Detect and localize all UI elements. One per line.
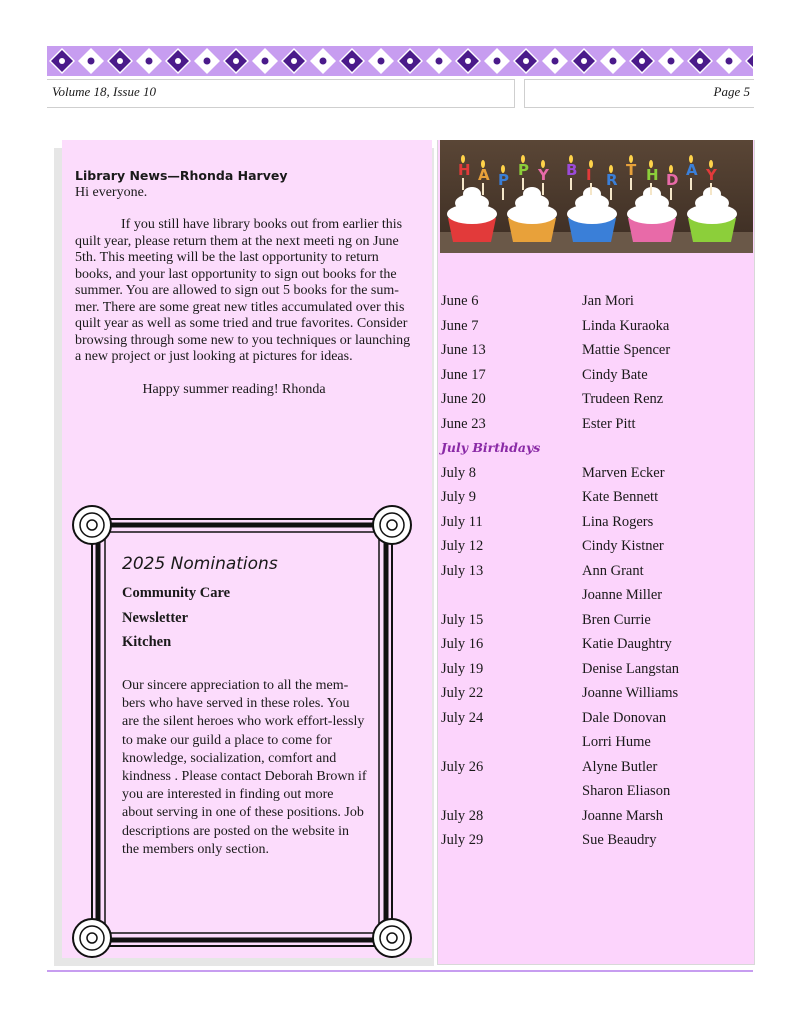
birthday-name: Sharon Eliason [582,783,671,799]
birthday-date: July 29 [441,832,484,848]
birthday-name: Dale Donovan [582,709,667,726]
library-news-article [75,168,413,398]
july-heading-text: July Birthdays [441,440,541,455]
header-banner [47,46,753,76]
birthday-date: July 26 [441,758,484,775]
birthday-date: July 8 [441,464,477,481]
birthday-date: July 22 [441,685,484,701]
library-signoff: Happy summer reading! Rhonda [142,381,326,397]
birthday-row [441,413,741,438]
birthday-row [441,511,741,536]
svg-text:H: H [646,166,659,184]
birthday-name: Bren Currie [582,611,651,628]
birthday-name: Katie Daughtry [582,636,672,652]
birthday-date: June 17 [441,366,486,383]
birthday-name: Cindy Bate [582,366,648,383]
svg-text:T: T [626,161,637,179]
svg-text:A: A [478,166,490,184]
svg-text:R: R [606,171,618,189]
svg-text:Y: Y [538,166,549,184]
nominations-list [122,585,230,659]
birthday-date: June 13 [441,342,486,358]
birthday-row [441,535,741,560]
birthday-row [441,731,741,756]
birthday-name: Sue Beaudry [582,832,657,848]
bottom-rule [47,970,753,972]
svg-text:P: P [518,161,529,179]
volume-issue: Volume 18, Issue 10 [52,84,156,99]
birthday-row [441,584,741,609]
nominations-title: 2025 Nominations [122,554,278,574]
birthday-row [441,315,741,340]
birthday-row [441,388,741,413]
birthday-date: July 13 [441,562,484,579]
diamond-pattern [47,46,753,76]
birthday-row [441,364,741,389]
birthday-date: June 7 [441,317,479,334]
nomination-item: Newsletter [122,609,189,626]
birthday-date: July 15 [441,611,484,628]
birthday-name: Ester Pitt [582,415,636,432]
svg-text:A: A [686,161,698,179]
svg-text:B: B [566,161,578,179]
birthday-name: Mattie Spencer [582,342,671,358]
birthday-date: July 28 [441,807,484,824]
birthday-row [441,633,741,658]
birthday-date: July 9 [441,489,477,505]
birthday-name: Lina Rogers [582,513,654,530]
birthday-row [441,290,741,315]
svg-text:I: I [586,166,592,184]
birthday-date: July 12 [441,538,484,554]
birthday-row [441,462,741,487]
birthday-date: June 23 [441,415,486,432]
birthday-row [441,682,741,707]
library-greeting: Hi everyone. [75,184,148,200]
birthday-name: Joanne Miller [582,587,663,603]
birthday-name: Ann Grant [582,562,644,579]
birthday-name: Jan Mori [582,293,634,309]
page-number: Page 5 [713,84,750,99]
birthday-row [441,707,741,732]
birthday-name: Kate Bennett [582,489,659,505]
birthday-row [441,560,741,585]
birthday-name: Denise Langstan [582,660,680,677]
birthday-list [441,290,741,854]
svg-text:D: D [666,171,679,189]
birthday-row [441,805,741,830]
library-body: If you still have library books out from earlier this quilt year, please return them at the next meeti ng on June 5th. This meeting will be the last opportunity to return books, and your last opportunity to sign out books for the summer. You are allowed to sign out 5 books for the sum-mer. There are some great new titles accumulated over this quilt year as well as some tried and true favorites. Consider browsing through some new to you techniques or launching a new project or just looking at pictures for ideas. [75,217,411,364]
birthday-row [441,486,741,511]
birthday-date: July 24 [441,709,484,726]
birthday-name: Linda Kuraoka [582,317,670,334]
nomination-item: Kitchen [122,634,172,650]
birthday-name: Trudeen Renz [582,391,664,407]
birthday-row [441,829,741,854]
birthday-date: June 20 [441,391,486,407]
svg-text:Y: Y [706,166,717,184]
birthday-name: Joanne Williams [582,685,679,701]
svg-text:P: P [498,171,509,189]
birthday-date: July 19 [441,660,484,677]
birthday-name: Marven Ecker [582,464,665,481]
birthday-date: July 11 [441,513,483,530]
july-birthdays-heading [441,437,741,462]
birthday-row [441,339,741,364]
birthday-row [441,658,741,683]
birthday-name: Lorri Hume [582,734,651,750]
birthday-name: Alyne Butler [582,758,658,775]
birthday-date: July 16 [441,636,484,652]
nomination-item: Community Care [122,585,231,601]
birthday-date: June 6 [441,293,479,309]
svg-text:H: H [458,161,471,179]
birthday-row [441,609,741,634]
birthday-name: Joanne Marsh [582,807,663,824]
birthday-name: Cindy Kistner [582,538,664,554]
birthday-cupcakes-image [440,140,753,253]
birthday-row [441,780,741,805]
library-news-title: Library News—Rhonda Harvey [75,168,288,183]
birthday-row [441,756,741,781]
nominations-body: Our sincere appreciation to all the mem-bers who have served in these roles. You are the silent heroes who work effort-lessly to make our guild a place to come for knowledge, socialization, comfort and kindness . Please contact Deborah Brown if you are interested in finding out more about serving in one of these positions. Job descriptions are posted on the website in the members only section. [122,678,367,857]
